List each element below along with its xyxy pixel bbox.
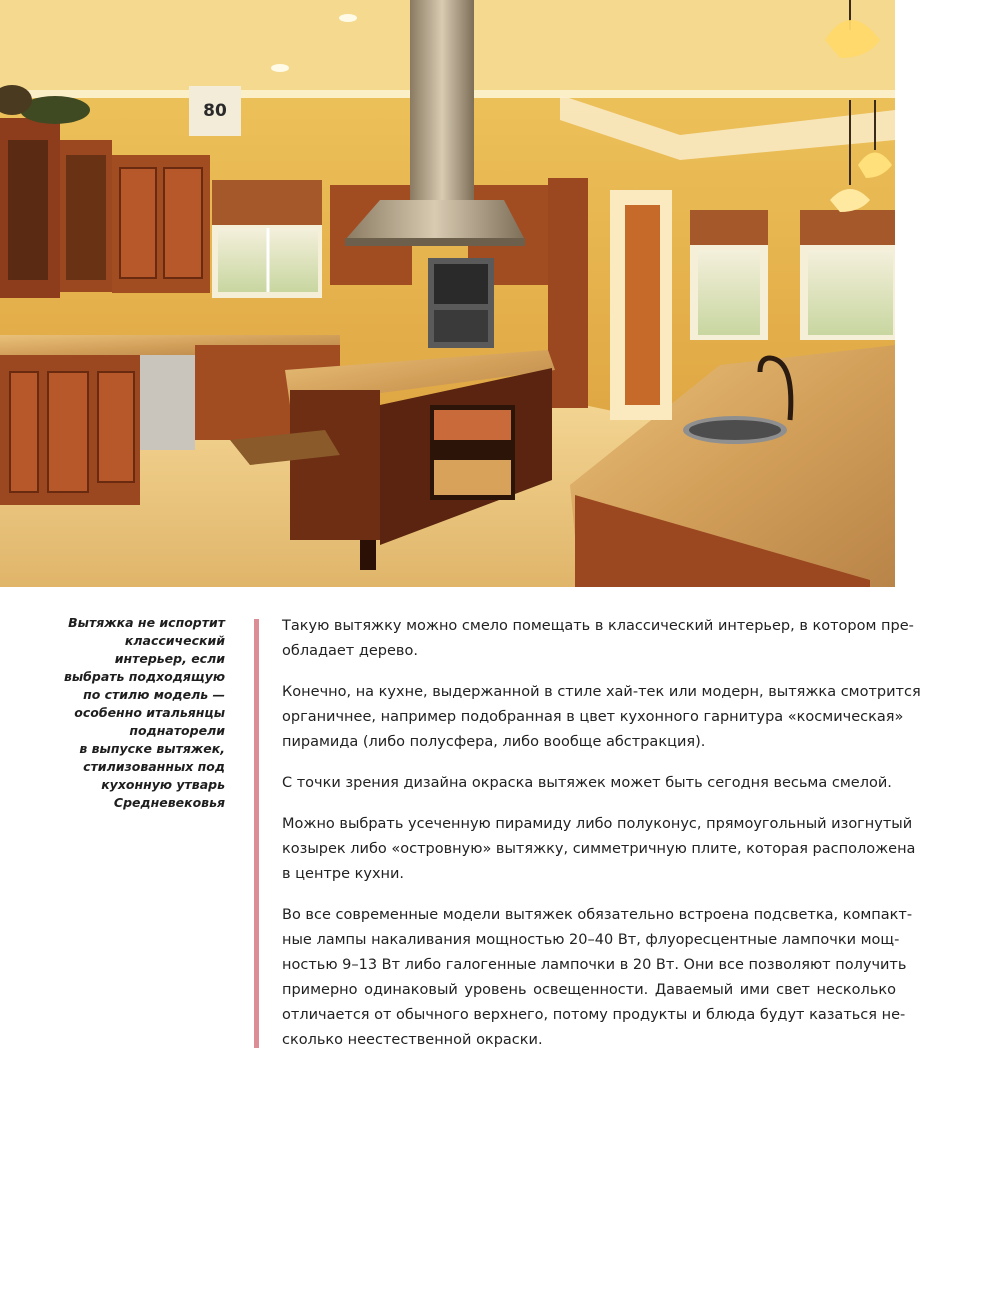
text-line: Такую вытяжку можно смело помещать в классический интерьер, в котором пре-: [282, 618, 914, 634]
caption-line: Вытяжка не испортит: [68, 615, 225, 630]
caption-line: поднаторели: [129, 723, 225, 738]
text-line: в центре кухни.: [282, 866, 405, 882]
paragraph: [282, 680, 921, 755]
accent-rule: [254, 619, 259, 1048]
paragraph: [282, 903, 913, 1053]
text-line: пирамида (либо полусфера, либо вообще абстракция).: [282, 734, 706, 750]
text-line: органичнее, например подобранная в цвет кухонного гарнитура «космическая»: [282, 709, 904, 725]
text-line: обладает дерево.: [282, 643, 418, 659]
text-line: козырек либо «островную» вытяжку, симметричную плите, которая расположена: [282, 841, 916, 857]
paragraph: [282, 614, 914, 664]
caption-line: интерьер, если: [114, 651, 225, 666]
article-body: [282, 614, 921, 1069]
text-line: Во все современные модели вытяжек обязательно встроена подсветка, компакт-: [282, 907, 913, 923]
caption-line: выбрать подходящую: [63, 669, 225, 684]
photo-caption: [40, 614, 225, 812]
text-line: сколько неестественной окраски.: [282, 1032, 543, 1048]
caption-line: Средневековья: [113, 795, 225, 810]
caption-line: кухонную утварь: [101, 777, 225, 792]
caption-line: по стилю модель —: [83, 687, 225, 702]
caption-line: классический: [124, 633, 225, 648]
caption-line: стилизованных под: [83, 759, 225, 774]
text-line: С точки зрения дизайна окраска вытяжек может быть сегодня весьма смелой.: [282, 775, 892, 791]
text-line: отличается от обычного верхнего, потому продукты и блюда будут казаться не-: [282, 1007, 906, 1023]
caption-line: в выпуске вытяжек,: [79, 741, 225, 756]
caption-line: особенно итальянцы: [74, 705, 225, 720]
text-line: ностью 9–13 Вт либо галогенные лампочки в 20 Вт. Они все позволяют получить: [282, 957, 907, 973]
text-line: Конечно, на кухне, выдержанной в стиле хай-тек или модерн, вытяжка смотрится: [282, 684, 921, 700]
text-line: ные лампы накаливания мощностью 20–40 Вт, флуоресцентные лампочки мощ-: [282, 932, 900, 948]
text-line: Можно выбрать усеченную пирамиду либо полуконус, прямоугольный изогнутый: [282, 816, 913, 832]
text-line: примерно одинаковый уровень освещенности. Даваемый ими свет несколько: [282, 982, 896, 998]
page-number: 80: [189, 86, 241, 136]
kitchen-photo: [0, 0, 895, 587]
paragraph: [282, 812, 916, 887]
paragraph: [282, 771, 896, 796]
